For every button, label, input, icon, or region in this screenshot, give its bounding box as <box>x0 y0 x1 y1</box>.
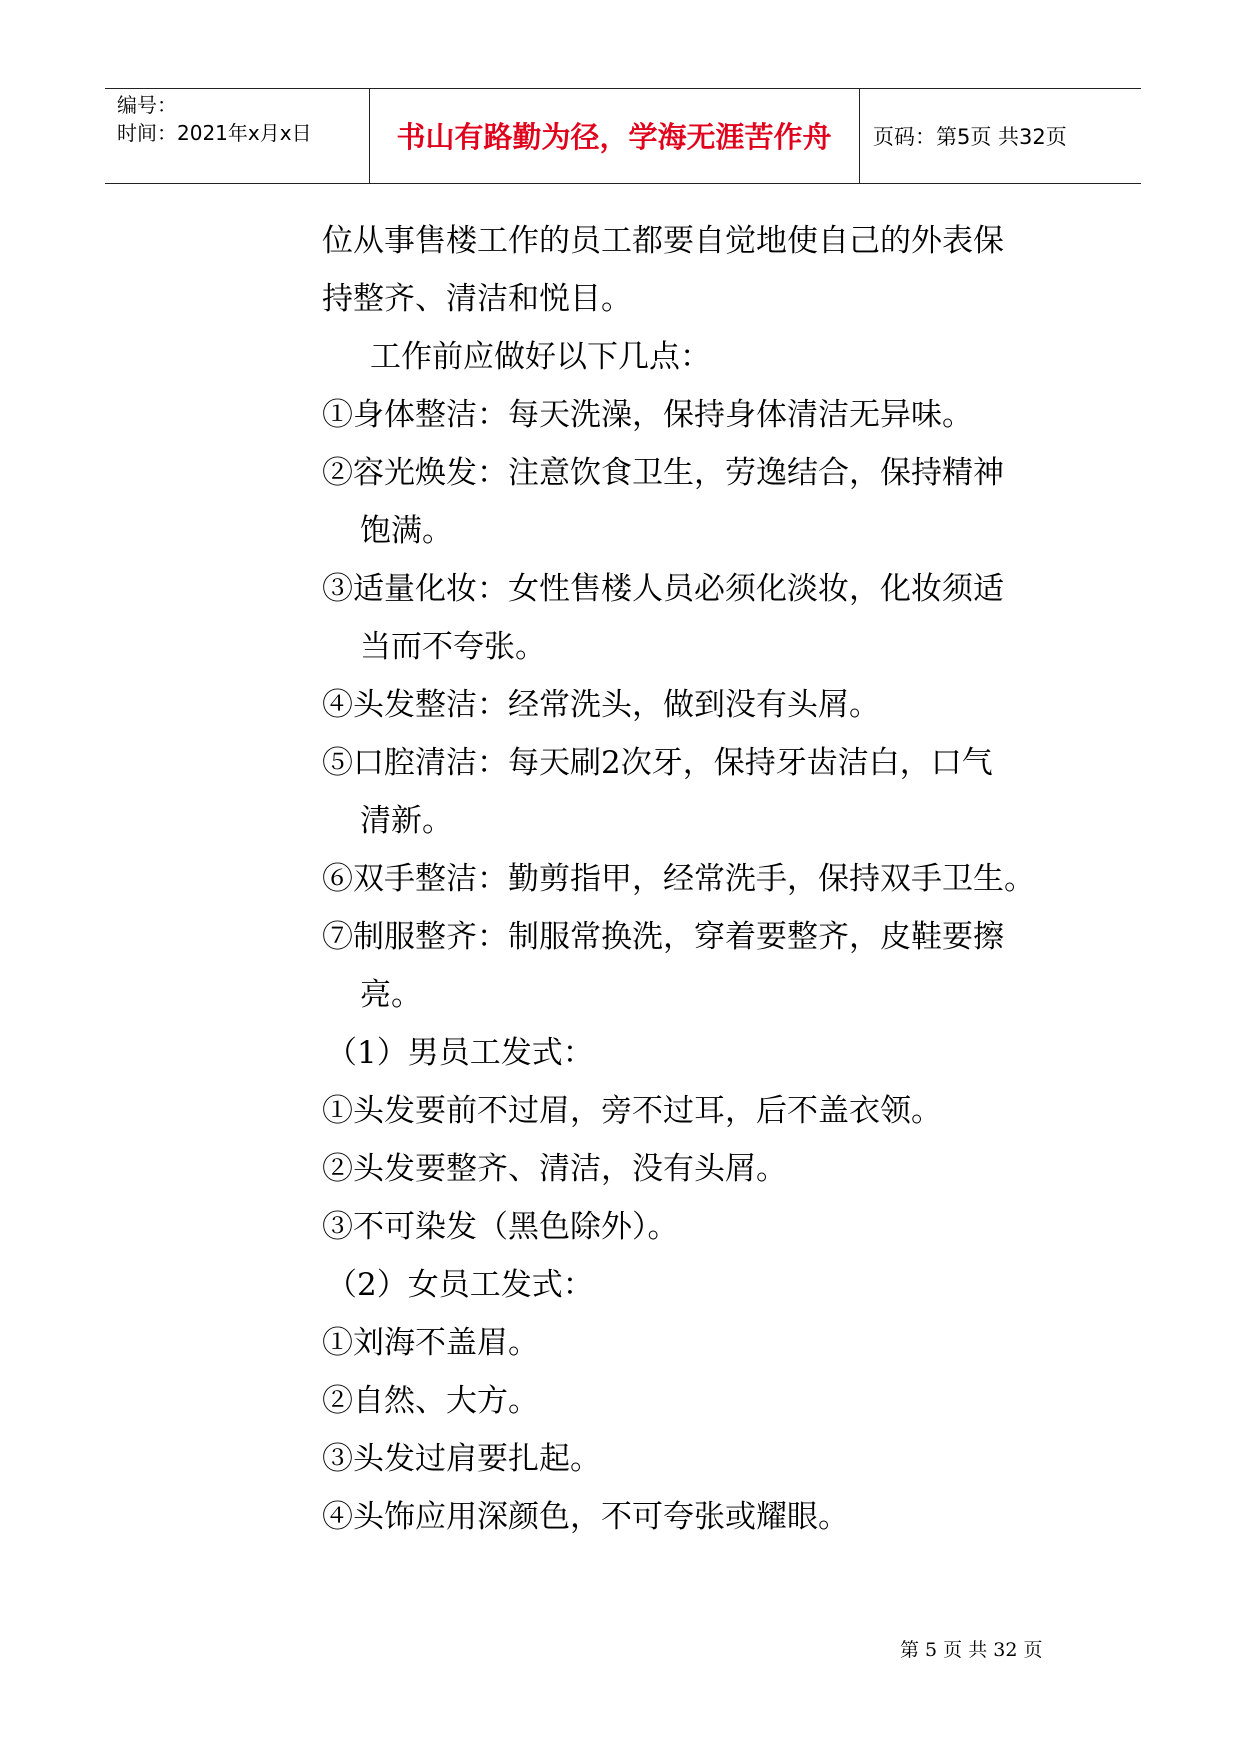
serial-number-label: 编号： <box>117 93 177 117</box>
header-motto: 书山有路勤为径，学海无涯苦作舟 <box>396 120 832 154</box>
list-item-continuation: 清新。 <box>360 803 453 839</box>
list-item: ①头发要前不过眉，旁不过耳，后不盖衣领。 <box>322 1093 942 1129</box>
list-item-continuation: 饱满。 <box>360 513 453 549</box>
list-item: ②容光焕发：注意饮食卫生，劳逸结合，保持精神 <box>322 455 1004 491</box>
paragraph-line: 位从事售楼工作的员工都要自觉地使自己的外表保 <box>322 223 1004 259</box>
document-body <box>322 212 1062 1546</box>
page-footer: 第 5 页 共 32 页 <box>900 1639 1043 1661</box>
list-item: ②头发要整齐、清洁，没有头屑。 <box>322 1151 787 1187</box>
list-item: ①刘海不盖眉。 <box>322 1325 539 1361</box>
list-item-continuation: 当而不夸张。 <box>360 629 546 665</box>
page-header <box>105 88 1141 184</box>
list-item: ③适量化妆：女性售楼人员必须化淡妆，化妆须适 <box>322 571 1004 607</box>
list-item: ②自然、大方。 <box>322 1383 539 1419</box>
list-item: ①身体整洁：每天洗澡，保持身体清洁无异味。 <box>322 397 973 433</box>
subsection-heading: （1）男员工发式： <box>326 1035 594 1071</box>
list-item: ③不可染发（黑色除外）。 <box>322 1209 679 1245</box>
section-intro: 工作前应做好以下几点： <box>370 339 711 375</box>
list-item: ⑥双手整洁：勤剪指甲，经常洗手，保持双手卫生。 <box>322 861 1035 897</box>
date-line: 时间：2021年x月x日 <box>117 121 312 145</box>
header-meta <box>117 91 312 147</box>
subsection-heading: （2）女员工发式： <box>326 1267 594 1303</box>
header-page-info: 页码：第5页 共32页 <box>873 124 1067 149</box>
list-item: ⑤口腔清洁：每天刷2次牙，保持牙齿洁白，口气 <box>322 745 993 781</box>
list-item: ④头饰应用深颜色，不可夸张或耀眼。 <box>322 1499 849 1535</box>
list-item: ⑦制服整齐：制服常换洗，穿着要整齐，皮鞋要擦 <box>322 919 1004 955</box>
list-item: ④头发整洁：经常洗头，做到没有头屑。 <box>322 687 880 723</box>
header-divider <box>859 89 860 183</box>
list-item-continuation: 亮。 <box>360 977 422 1013</box>
list-item: ③头发过肩要扎起。 <box>322 1441 601 1477</box>
paragraph-line: 持整齐、清洁和悦目。 <box>322 281 632 317</box>
